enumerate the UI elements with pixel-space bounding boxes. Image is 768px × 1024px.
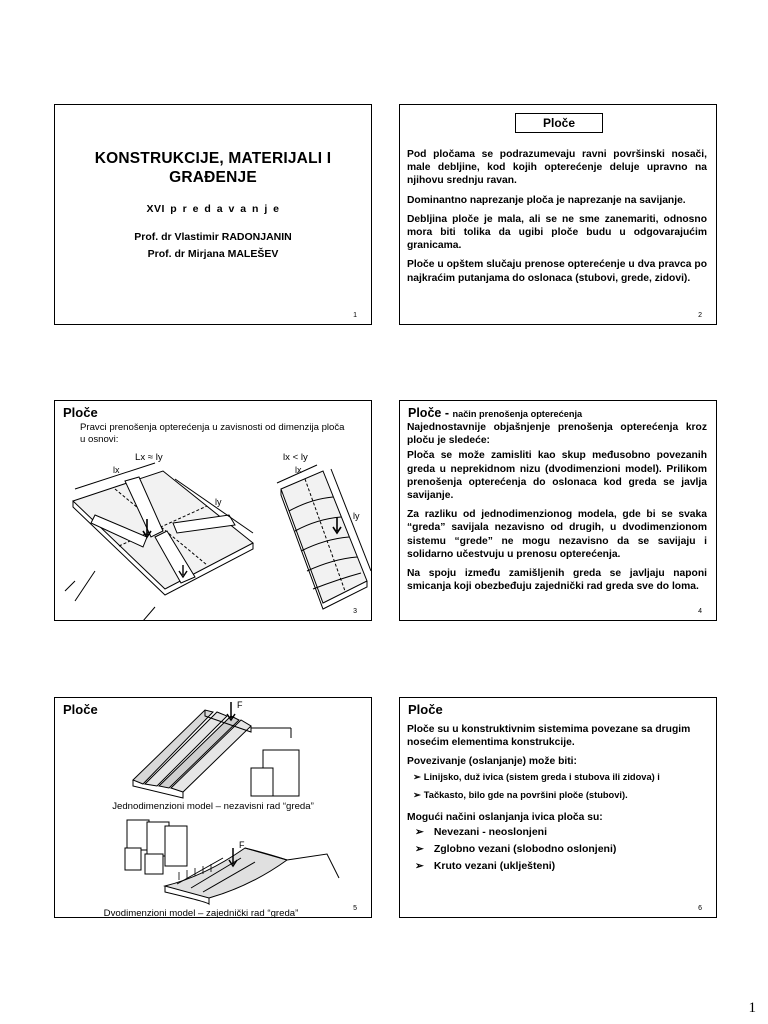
slide-title-sub: način prenošenja opterećenja [452, 409, 583, 419]
slide-title: Ploče [515, 113, 603, 133]
slide-number: 6 [698, 905, 702, 912]
slide-title [408, 406, 582, 420]
page-number: 1 [748, 1000, 756, 1016]
paragraph: Na spoju između zamišljenih greda se javljaju naponi smicanja koji obezbeđuju zajednički rad greda sve do loma. [407, 568, 707, 593]
figure-caption: Jednodimenzioni model – nezavisni rad “greda” [112, 801, 314, 812]
slide-body [407, 421, 707, 599]
dimension-label-lx: lx [295, 465, 302, 475]
title-line-1: KONSTRUKCIJE, MATERIJALI I [94, 150, 332, 167]
slide-number: 2 [698, 312, 702, 319]
label-rectangular-plate: lx < ly [283, 452, 308, 463]
list-item: ➢ Tačkasto, bilo gde na površini ploče (stubovi). [413, 790, 628, 800]
slide-2 [399, 104, 717, 325]
slide-title [55, 149, 371, 187]
slide-body [407, 148, 707, 291]
figure-caption: Dvodimenzioni model – zajednički rad “greda” [103, 908, 299, 918]
paragraph: Ploče u opštem slučaju prenose opterećenje u dva pravca po najkraćim putanjama do oslonaca (stubovi, grede, zidovi). [407, 259, 707, 284]
detail-box [165, 826, 187, 866]
slide-number: 4 [698, 608, 702, 615]
title-line-2: GRAĐENJE [169, 169, 257, 186]
list-item: ➢ Kruto vezani (uklješteni) [415, 860, 556, 872]
plate-load-paths-illustration [55, 461, 372, 621]
slide-number: 1 [353, 312, 357, 319]
slide-body [407, 723, 704, 877]
detail-box [145, 854, 163, 874]
dimension-label-ly: ly [353, 511, 360, 521]
connection-types-list [407, 771, 704, 801]
dimension-label-lx: lx [113, 465, 120, 475]
paragraph: Ploča se može zamisliti kao skup međusobno povezanih greda u neprekidnom nizu (dvodimenzioni model). Prilikom prenošenja opterećenja do oslonaca kod greda se javlja savijanje. [407, 450, 707, 502]
detail-box [127, 820, 149, 850]
arrow-bullet-icon: ➢ [413, 790, 421, 800]
author-1: Prof. dr Vlastimir RADONJANIN [134, 231, 292, 243]
list-item: ➢ Nevezani - neoslonjeni [415, 826, 548, 838]
slide-title: Ploče [63, 702, 98, 717]
slide-6 [399, 697, 717, 918]
paragraph: Ploče su u konstruktivnim sistemima povezane sa drugim nosećim elementima konstrukcije. [407, 724, 691, 748]
label-square-plate: Lx ≈ ly [135, 452, 163, 463]
paragraph: Debljina ploče je mala, ali se ne sme zanemariti, odnosno mora biti tolika da ugibi ploče budu u odgovarajućim granicama. [407, 213, 707, 252]
figure-caption: Pravci prenošenja opterećenja u zavisnosti od dimenzija ploča u osnovi: [80, 422, 345, 445]
slide-3 [54, 400, 372, 621]
author-2: Prof. dr Mirjana MALEŠEV [147, 248, 279, 260]
slide-4 [399, 400, 717, 621]
slide-number: 5 [353, 905, 357, 912]
paragraph: Najednostavnije objašnjenje prenošenja opterećenja kroz ploču je sledeće: [407, 422, 707, 447]
slide-number: 3 [353, 608, 357, 615]
arrow-bullet-icon: ➢ [415, 860, 424, 872]
force-label: F [239, 840, 245, 850]
support-modes-list [407, 826, 704, 873]
force-label: F [237, 700, 243, 710]
slide-title-main: Ploče - [408, 406, 453, 420]
list-item: ➢ Linijsko, duž ivica (sistem greda i stubova ili zidova) i [413, 772, 660, 782]
rectangular-plate [281, 471, 367, 603]
paragraph: Za razliku od jednodimenzionog modela, gde bi se svaka “greda” savijala nezavisno od drugih, u dvodimenzionom sistemu “grede” ne mogu nezavisno da se savijaju i solidarno učestvuju u prenosu opterećenja. [407, 509, 707, 560]
detail-box [125, 848, 141, 870]
paragraph: Dominantno naprezanje ploča je naprezanje na savijanje. [407, 194, 686, 206]
lecture-subtitle: XVI p r e d a v a n j e [146, 203, 280, 215]
support-line [65, 571, 155, 621]
paragraph: Povezivanje (oslanjanje) može biti: [407, 756, 577, 767]
support-line [251, 728, 291, 738]
arrow-bullet-icon: ➢ [413, 772, 421, 782]
slide-title: Ploče [63, 405, 98, 420]
arrow-bullet-icon: ➢ [415, 843, 424, 855]
dimension-label-ly: ly [215, 497, 222, 507]
paragraph: Pod pločama se podrazumevaju ravni površinski nosači, male debljine, kod kojih opterećenje deluje upravno na njihovu srednju ravan. [407, 149, 707, 187]
slide-title: Ploče [408, 702, 443, 717]
arrow-bullet-icon: ➢ [415, 826, 424, 838]
slide-1 [54, 104, 372, 325]
support-line [287, 854, 339, 878]
slide-5 [54, 697, 372, 918]
list-item: ➢ Zglobno vezani (slobodno oslonjeni) [415, 843, 617, 855]
paragraph: Mogući načini oslanjanja ivica ploča su: [407, 812, 603, 823]
detail-box [251, 768, 273, 796]
